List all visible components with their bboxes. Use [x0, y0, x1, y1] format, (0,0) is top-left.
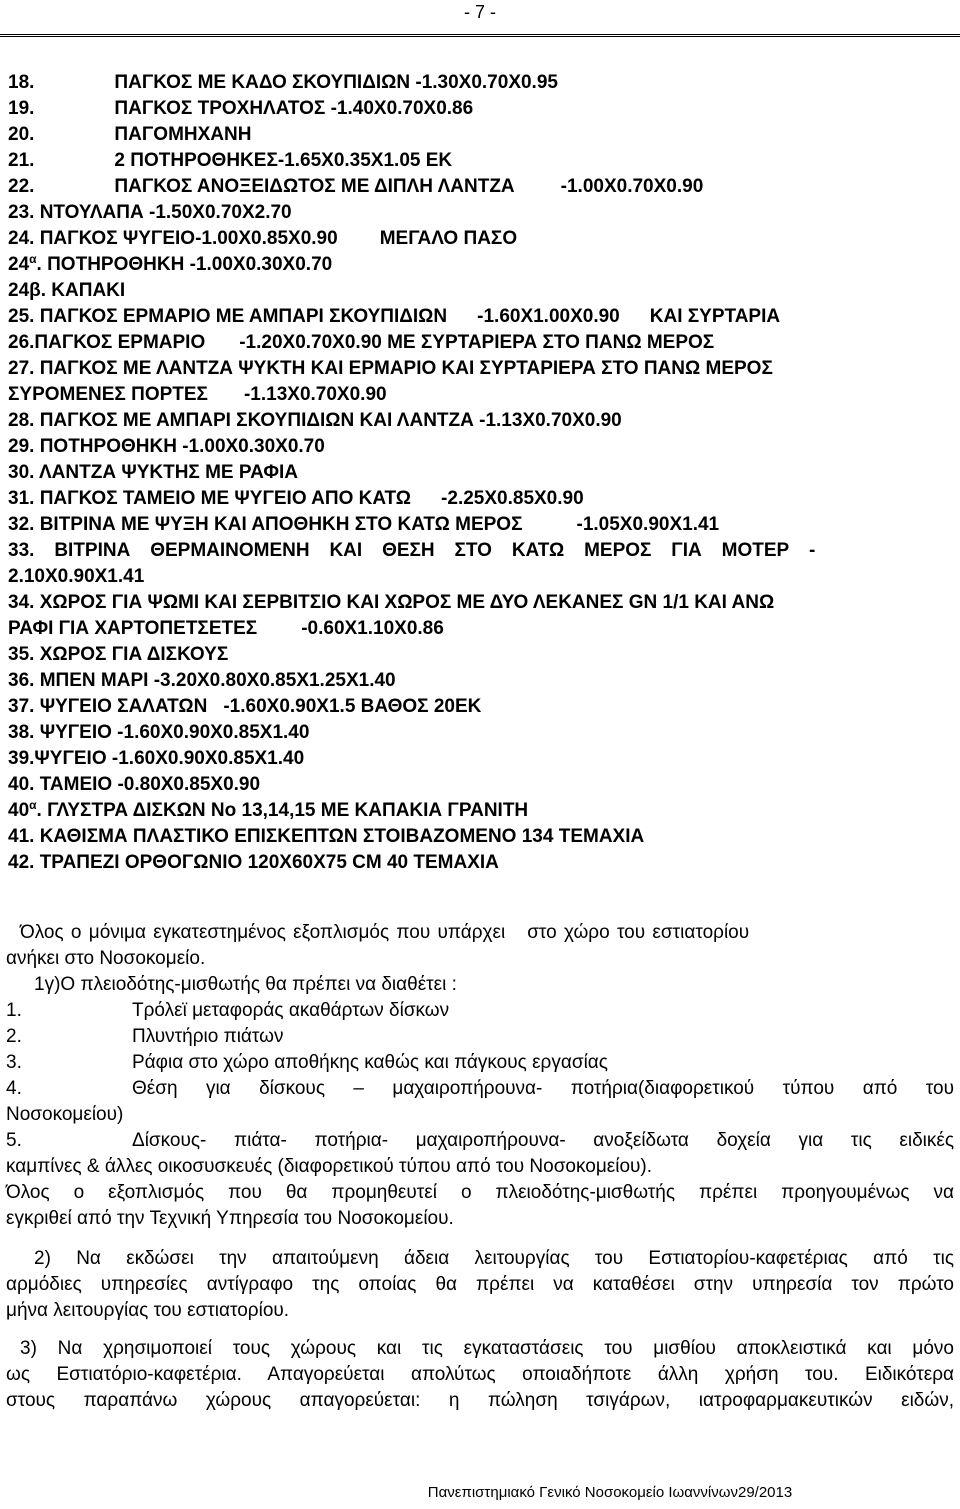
list-item: 27. ΠΑΓΚΟΣ ΜΕ ΛΑΝΤΖΑ ΨΥΚΤΗ ΚΑΙ ΕΡΜΑΡΙΟ ΚΑΙ ΣΥΡΤΑΡΙΕΡΑ ΣΤΟ ΠΑΝΩ ΜΕΡΟΣ [8, 358, 773, 379]
list-item: 3. Ράφια στο χώρο αποθήκης καθώς και πάγκους εργασίας [6, 1052, 608, 1073]
list-item: 20. ΠΑΓΟΜΗΧΑΝΗ [8, 124, 252, 145]
list-item: $24^\alpha$. ΠΟΤΗΡΟΘΗΚΗ -1.00Χ0.30Χ0.70 [8, 252, 333, 275]
paragraph: ως Εστιατόριο-καφετέρια. Απαγορεύεται απολύτως οποιαδήποτε άλλη χρήση του. Ειδικότερα [6, 1364, 954, 1385]
list-item: 36. ΜΠΕΝ ΜΑΡΙ -3.20Χ0.80Χ0.85Χ1.25Χ1.40 [8, 670, 396, 691]
page-number: - 7 - [463, 2, 496, 22]
list-item: $40^\alpha$. ΓΛΥΣΤΡΑ ΔΙΣΚΩΝ Νο 13,14,15 ΜΕ ΚΑΠΑΚΙΑ ΓΡΑΝΙΤΗ [8, 798, 529, 821]
list-item: 18. ΠΑΓΚΟΣ ΜΕ ΚΑΔΟ ΣΚΟΥΠΙΔΙΩΝ -1.30Χ0.70Χ0.95 [8, 72, 558, 93]
list-item: 31. ΠΑΓΚΟΣ ΤΑΜΕΙΟ ΜΕ ΨΥΓΕΙΟ ΑΠΟ ΚΑΤΩ -2.25Χ0.85Χ0.90 [8, 488, 584, 509]
paragraph: εγκριθεί από την Τεχνική Υπηρεσία του Νοσοκομείου. [6, 1208, 454, 1229]
paragraph: 1γ)Ο πλειοδότης-μισθωτής θα πρέπει να διαθέτει : [34, 974, 457, 995]
list-item: 24. ΠΑΓΚΟΣ ΨΥΓΕΙΟ-1.00Χ0.85Χ0.90 ΜΕΓΑΛΟ ΠΑΣΟ [8, 228, 518, 249]
list-item: 26.ΠΑΓΚΟΣ ΕΡΜΑΡΙΟ -1.20Χ0.70Χ0.90 ΜΕ ΣΥΡΤΑΡΙΕΡΑ ΣΤΟ ΠΑΝΩ ΜΕΡΟΣ [8, 332, 715, 353]
list-item: 30. ΛΑΝΤΖΑ ΨΥΚΤΗΣ ΜΕ ΡΑΦΙΑ [8, 462, 298, 483]
paragraph: Όλος ο εξοπλισμός που θα προμηθευτεί ο πλειοδότης-μισθωτής πρέπει προηγουμένως να [6, 1182, 954, 1203]
paragraph: μήνα λειτουργίας του εστιατορίου. [6, 1300, 290, 1321]
equipment-list [8, 70, 954, 876]
list-item: 42. ΤΡΑΠΕΖΙ ΟΡΘΟΓΩΝΙΟ 120Χ60Χ75 CM 40 ΤΕΜΑΧΙΑ [8, 852, 499, 873]
paragraph: αρμόδιες υπηρεσίες αντίγραφο της οποίας θα πρέπει να καταθέσει στην υπηρεσία τον πρώτο [6, 1274, 954, 1295]
list-item: 25. ΠΑΓΚΟΣ ΕΡΜΑΡΙΟ ΜΕ ΑΜΠΑΡΙ ΣΚΟΥΠΙΔΙΩΝ -1.60Χ1.00Χ0.90 ΚΑΙ ΣΥΡΤΑΡΙΑ [8, 306, 781, 327]
list-item: 23. ΝΤΟΥΛΑΠΑ -1.50Χ0.70Χ2.70 [8, 202, 292, 223]
list-item: 38. ΨΥΓΕΙΟ -1.60Χ0.90Χ0.85Χ1.40 [8, 722, 310, 743]
list-item: 35. ΧΩΡΟΣ ΓΙΑ ΔΙΣΚΟΥΣ [8, 644, 229, 665]
body-text [6, 920, 954, 1414]
paragraph: στους παραπάνω χώρους απαγορεύεται: η πώληση τσιγάρων, ιατροφαρμακευτικών ειδών, [6, 1390, 954, 1411]
list-item: 1. Τρόλεϊ μεταφοράς ακαθάρτων δίσκων [6, 1000, 450, 1021]
page-footer: Πανεπιστημιακό Γενικό Νοσοκομείο Ιωαννίνων29/2013 [427, 1484, 793, 1501]
list-item-continuation: καμπίνες & άλλες οικοσυσκευές (διαφορετικού τύπου από του Νοσοκομείου). [6, 1156, 653, 1177]
list-item: 2. Πλυντήριο πιάτων [6, 1026, 284, 1047]
list-item: 19. ΠΑΓΚΟΣ ΤΡΟΧΗΛΑΤΟΣ -1.40Χ0.70Χ0.86 [8, 98, 474, 119]
list-item-continuation: 2.10Χ0.90Χ1.41 [8, 566, 145, 587]
list-item: 34. ΧΩΡΟΣ ΓΙΑ ΨΩΜΙ ΚΑΙ ΣΕΡΒΙΤΣΙΟ ΚΑΙ ΧΩΡΟΣ ΜΕ ΔΥΟ ΛΕΚΑΝΕΣ GN 1/1 ΚΑΙ ΑΝΩ [8, 592, 775, 613]
header-rule [0, 34, 960, 37]
list-item: 32. ΒΙΤΡΙΝΑ ΜΕ ΨΥΞΗ ΚΑΙ ΑΠΟΘΗΚΗ ΣΤΟ ΚΑΤΩ ΜΕΡΟΣ -1.05Χ0.90Χ1.41 [8, 514, 720, 535]
list-item: 24β. ΚΑΠΑΚΙ [8, 280, 126, 301]
list-item: 40. ΤΑΜΕΙΟ -0.80Χ0.85Χ0.90 [8, 774, 261, 795]
list-item: 37. ΨΥΓΕΙΟ ΣΑΛΑΤΩΝ -1.60Χ0.90Χ1.5 ΒΑΘΟΣ 20ΕΚ [8, 696, 482, 717]
list-item: 4. Θέση για δίσκους – μαχαιροπήρουνα- ποτήρια(διαφορετικού τύπου από του [6, 1078, 954, 1099]
paragraph: 3) Να χρησιμοποιεί τους χώρους και τις εγκαταστάσεις του μισθίου αποκλειστικά και μόνο [20, 1338, 954, 1359]
paragraph: Όλος ο μόνιμα εγκατεστημένος εξοπλισμός που υπάρχει στο χώρο του εστιατορίου [20, 922, 750, 943]
paragraph: ανήκει στο Νοσοκομείο. [6, 948, 206, 969]
list-item: 5. Δίσκους- πιάτα- ποτήρια- μαχαιροπήρουνα- ανοξείδωτα δοχεία για τις ειδικές [6, 1130, 954, 1151]
list-item: 21. 2 ΠΟΤΗΡΟΘΗΚΕΣ-1.65Χ0.35Χ1.05 ΕΚ [8, 150, 453, 171]
list-item: 28. ΠΑΓΚΟΣ ΜΕ ΑΜΠΑΡΙ ΣΚΟΥΠΙΔΙΩΝ ΚΑΙ ΛΑΝΤΖΑ -1.13Χ0.70Χ0.90 [8, 410, 622, 431]
list-item-continuation: ΣΥΡΟΜΕΝΕΣ ΠΟΡΤΕΣ -1.13Χ0.70Χ0.90 [8, 384, 387, 405]
list-item: 39.ΨΥΓΕΙΟ -1.60Χ0.90Χ0.85Χ1.40 [8, 748, 305, 769]
list-item: 29. ΠΟΤΗΡΟΘΗΚΗ -1.00Χ0.30Χ0.70 [8, 436, 325, 457]
list-item: 22. ΠΑΓΚΟΣ ΑΝΟΞΕΙΔΩΤΟΣ ΜΕ ΔΙΠΛΗ ΛΑΝΤΖΑ -1.00Χ0.70Χ0.90 [8, 176, 704, 197]
list-item: 41. ΚΑΘΙΣΜΑ ΠΛΑΣΤΙΚΟ ΕΠΙΣΚΕΠΤΩΝ ΣΤΟΙΒΑΖΟΜΕΝΟ 134 ΤΕΜΑΧΙΑ [8, 826, 645, 847]
list-item-continuation: Νοσοκομείου) [6, 1104, 124, 1125]
list-item: 33. ΒΙΤΡΙΝΑ ΘΕΡΜΑΙΝΟΜΕΝΗ ΚΑΙ ΘΕΣΗ ΣΤΟ ΚΑΤΩ ΜΕΡΟΣ ΓΙΑ ΜΟΤΕΡ - [8, 540, 816, 561]
paragraph: 2) Να εκδώσει την απαιτούμενη άδεια λειτουργίας του Εστιατορίου-καφετέριας από τις [34, 1248, 954, 1269]
list-item-continuation: ΡΑΦΙ ΓΙΑ ΧΑΡΤΟΠΕΤΣΕΤΕΣ -0.60Χ1.10Χ0.86 [8, 618, 444, 639]
